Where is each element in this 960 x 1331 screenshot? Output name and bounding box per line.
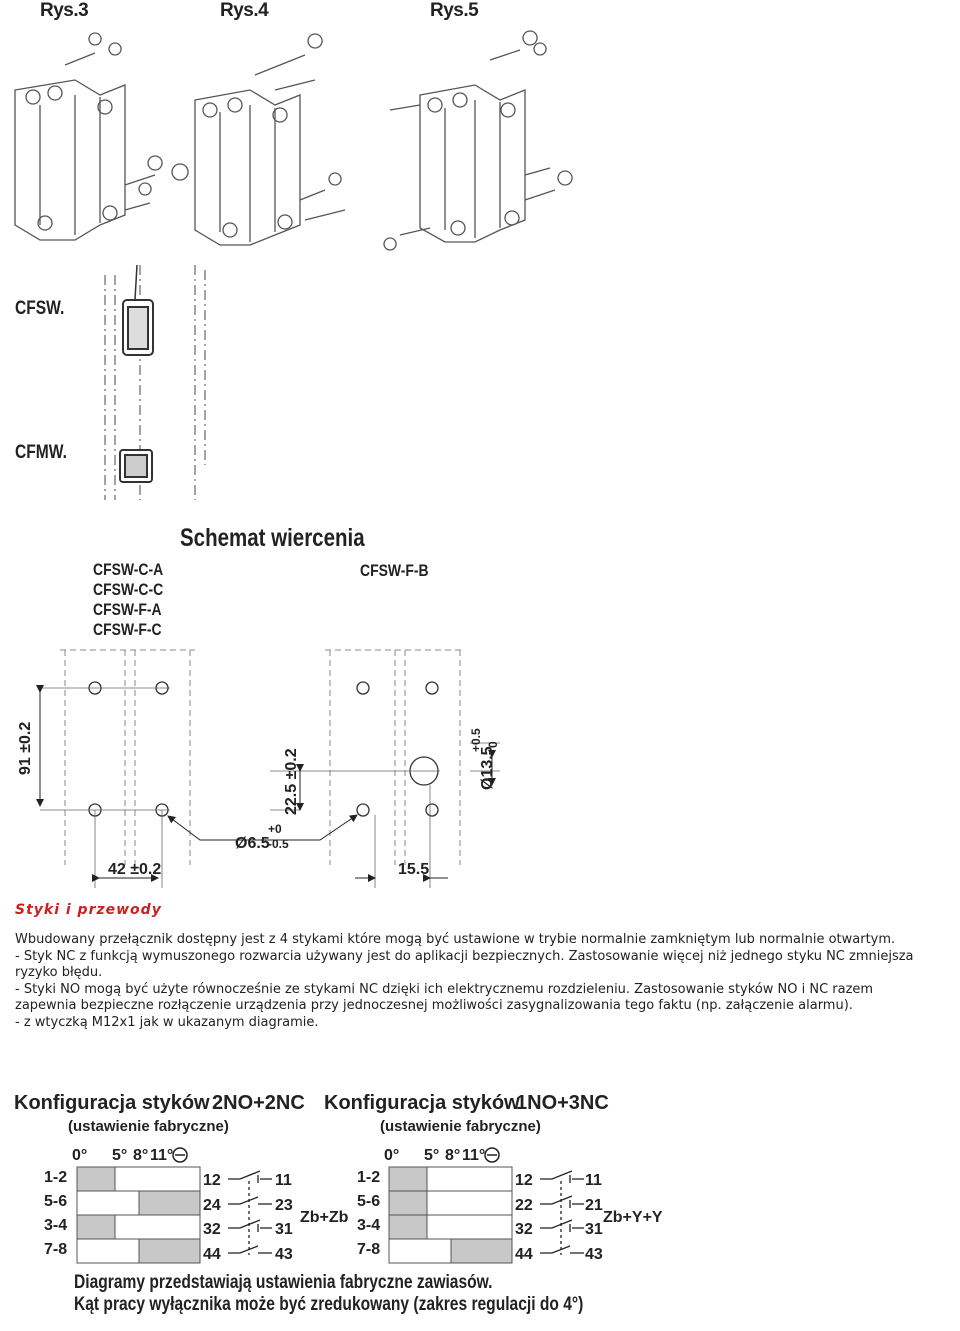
figure-label-rys4: Rys.4 [220, 0, 269, 21]
hinge-drawing-3 [384, 31, 572, 250]
right-pin-l4: 44 [515, 1246, 533, 1263]
drilling-diagram [0, 640, 540, 895]
right-angle-0: 0° [384, 1147, 400, 1164]
door-mounting-drawing [95, 265, 215, 505]
cfmw-hinge-shape [120, 450, 152, 482]
left-row-1: 1-2 [44, 1169, 68, 1186]
footnote-line-2: Kąt pracy wyłącznika może być zredukowany (zakres regulacji do 4°) [74, 1294, 584, 1315]
hinge-drawing-1 [15, 33, 188, 240]
dim-hole-large: Ø13.5 [479, 746, 496, 790]
right-angle-11: 11° [462, 1147, 486, 1164]
cfsw-hinge-shape [123, 300, 153, 355]
left-pin-l1: 12 [203, 1172, 221, 1189]
hole [426, 804, 438, 816]
left-model-4: CFSW-F-C [93, 620, 162, 639]
left-contact-symbols [228, 1171, 272, 1255]
hole [357, 682, 369, 694]
right-pin-r4: 43 [585, 1246, 603, 1263]
right-pin-r1: 11 [585, 1172, 602, 1189]
right-model: CFSW-F-B [360, 561, 429, 580]
dim-offset: 22.5 ±0.2 [283, 748, 300, 815]
hinge-drawing-2 [195, 34, 345, 245]
left-model-1: CFSW-C-A [93, 560, 164, 579]
right-angle-5: 5° [424, 1147, 440, 1164]
drilling-title: Schemat wiercenia [180, 524, 365, 552]
right-wiring: Zb+Y+Y [603, 1209, 663, 1226]
right-timing-grid [389, 1167, 512, 1263]
left-row-4: 7-8 [44, 1241, 68, 1258]
section-title: Styki i przewody [15, 902, 162, 918]
right-row-2: 5-6 [357, 1193, 381, 1210]
right-row-1: 1-2 [357, 1169, 381, 1186]
left-pin-r4: 43 [275, 1246, 293, 1263]
right-pin-l2: 22 [515, 1197, 533, 1214]
left-timing-grid [77, 1167, 200, 1263]
left-pin-r3: 31 [275, 1221, 293, 1238]
contact-config-left [14, 1092, 349, 1263]
hinge-exploded-drawings [0, 25, 600, 265]
dim-width: 42 ±0.2 [108, 861, 162, 878]
right-pin-r3: 31 [585, 1221, 603, 1238]
left-model-3: CFSW-F-A [93, 600, 162, 619]
right-pin-l3: 32 [515, 1221, 533, 1238]
left-pin-l2: 24 [203, 1197, 221, 1214]
left-angle-0: 0° [72, 1147, 88, 1164]
hole [426, 682, 438, 694]
left-pin-r2: 23 [275, 1197, 293, 1214]
left-sub: (ustawienie fabryczne) [68, 1118, 229, 1135]
left-row-2: 5-6 [44, 1193, 68, 1210]
right-row-3: 3-4 [357, 1217, 381, 1234]
contact-config-right [324, 1092, 663, 1263]
left-angle-8: 8° [133, 1147, 149, 1164]
dim-hole-large-minus: 0 [486, 741, 500, 748]
paragraph-3: - Styki NO mogą być użyte równocześnie ze stykami NC dzięki ich elektrycznemu rozdzieleniu. Zastosowanie styków NO i NC razem zapewnia bezpieczne rozłączenie urządzenia przy jednoczesnej możliwości zasygnalizowania tego faktu (np. załączenie alarmu). [15, 981, 874, 1013]
left-angle-5: 5° [112, 1147, 128, 1164]
right-pin-l1: 12 [515, 1172, 533, 1189]
left-heading: Konfiguracja styków [14, 1092, 210, 1114]
left-angle-11: 11° [150, 1147, 174, 1164]
right-config: 1NO+3NC [516, 1092, 609, 1114]
minus-circle-icon [485, 1148, 499, 1162]
dim-hole-large-plus: +0.5 [469, 728, 483, 752]
minus-circle-icon [173, 1148, 187, 1162]
right-contact-symbols [540, 1171, 584, 1255]
right-angle-8: 8° [445, 1147, 461, 1164]
right-row-4: 7-8 [357, 1241, 381, 1258]
left-config: 2NO+2NC [212, 1092, 305, 1114]
section-body [15, 932, 935, 1031]
right-pin-r2: 21 [585, 1197, 603, 1214]
paragraph-4: - z wtyczką M12x1 jak w ukazanym diagramie. [15, 1014, 319, 1030]
dim-edge: 15.5 [398, 861, 430, 878]
hole [357, 804, 369, 816]
left-pin-r1: 11 [275, 1172, 292, 1189]
dim-hole-small-minus: -0.5 [268, 837, 289, 851]
figure-label-cfsw: CFSW. [15, 298, 65, 319]
figure-label-rys3: Rys.3 [40, 0, 89, 21]
paragraph-2: - Styk NC z funkcją wymuszonego rozwarcia używany jest do aplikacji bezpiecznych. Zastosowanie więcej niż jednego styku NC zmniejsza ryzyko błędu. [15, 948, 914, 980]
left-pin-l4: 44 [203, 1246, 221, 1263]
paragraph-1: Wbudowany przełącznik dostępny jest z 4 stykami które mogą być ustawione w trybie normalnie zamkniętym lub normalnie otwartym. [15, 932, 896, 947]
left-model-2: CFSW-C-C [93, 580, 164, 599]
figure-label-cfmw: CFMW. [15, 442, 67, 463]
footnote-line-1: Diagramy przedstawiają ustawienia fabryczne zawiasów. [74, 1272, 493, 1293]
left-pin-l3: 32 [203, 1221, 221, 1238]
dim-hole-small-plus: +0 [268, 822, 282, 836]
right-heading: Konfiguracja styków [324, 1092, 520, 1114]
dim-height: 91 ±0.2 [17, 721, 34, 775]
left-wiring: Zb+Zb [300, 1209, 349, 1226]
left-row-3: 3-4 [44, 1217, 68, 1234]
drill-holes [89, 682, 438, 816]
figure-label-rys5: Rys.5 [430, 0, 479, 21]
right-sub: (ustawienie fabryczne) [380, 1118, 541, 1135]
dim-hole-small: Ø6.5 [235, 835, 270, 852]
